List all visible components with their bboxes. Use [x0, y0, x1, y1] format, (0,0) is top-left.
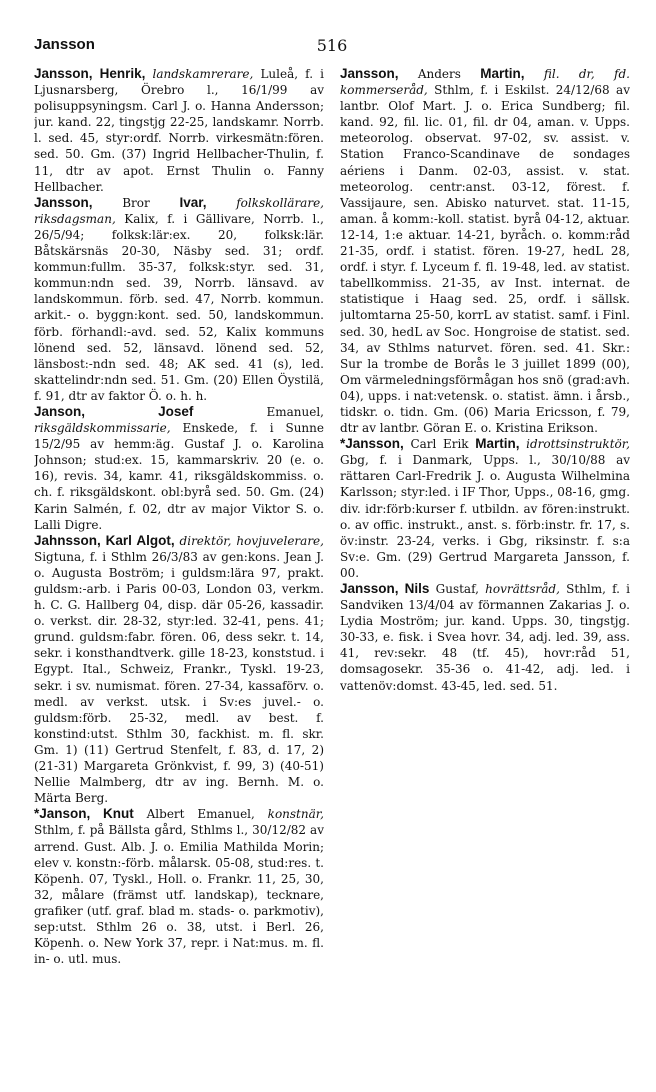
- entry-headword: Jansson,: [340, 66, 399, 81]
- page-number: 516: [316, 36, 348, 55]
- entry-ivar-jansson: [34, 195, 324, 404]
- running-head: Jansson: [34, 36, 95, 53]
- entry-star-marker: *: [34, 806, 40, 822]
- entry-text: Sigtuna, f. i Sthlm 26/3/83 av gen:kons. Jean J. o. Augusta Boström; i guldsm:lära 97, prakt. guldsm:-arb. i Paris 00-03, London 03, verkm. h. C. G. Hallberg 04, disp. där 05-26, kassadir. o. verkst. dir. 28-32, styr:led. 32-41, pens. 41; grund. guldsm:fabr. fören. 06, dess sekr. t. 14, sekr. i konsthandtverk. gille 18-23, konststud. i Egypt. Ital., Schweiz, Frankr., Tyskl. 19-23, sekr. i sv. numismat. fören. 27-34, kassaförv. o. medl. av verkst. utsk. i Sv:es juvel.- o. guldsm:förb. 25-32, medl. av best. f. konstind:utst. Sthlm 30, fackhist. m. fl. skr. Gm. 1) (11) Gertrud Stenfelt, f. 83, d. 17, 2) (21-31) Margareta Grönkvist, f. 99, 3) (40-51) Nellie Malmberg, dtr av ing. Bernh. M. o. Märta Berg.: [34, 549, 324, 806]
- entry-occupation: idrottsinstruktör,: [526, 437, 630, 452]
- entry-henrik-jansson: [34, 66, 324, 195]
- entry-given-names: Anders: [417, 67, 461, 81]
- entry-occupation: fil. dr, fd. kommerseråd,: [340, 67, 630, 98]
- entry-knut-janson: [34, 806, 324, 967]
- entry-karl-algot-jahnsson: [34, 533, 324, 807]
- entry-nils-jansson: [340, 581, 630, 694]
- page-header: [34, 36, 630, 58]
- entry-occupation: riksgäldskommissarie,: [34, 421, 171, 436]
- entry-text: Sthlm, f. i Sandviken 13/4/04 av förmannen Zakarias J. o. Lydia Moström; jur. kand. Upps. 30, tingstjg. 30-33, e. fisk. i Svea hovr. 34, adj. led. 39, ass. 41, rev:sekr. 48 (tf. 45), hovr:råd 51, domsagosekr. 35-36 o. 41-42, adj. led. i vattenöv:domst. 43-45, led. sed. 51.: [340, 582, 630, 693]
- entry-given-names: Albert Emanuel,: [146, 807, 255, 822]
- entry-headword: Jansson, Henrik,: [34, 66, 146, 81]
- entry-headword: Jansson,: [34, 194, 93, 210]
- entry-text: Kalix, f. i Gällivare, Norrb. l., 26/5/94; folksk:lär:ex. 20, folksk:lär. Båtskärsnäs 20-30, Näsby sed. 31; ordf. kommun:fullm. 35-37, folksk:styr. sed. 31, kommun:ndn sed. 39, Norrb. länsavd. av landskommun. förb. sed. 47, Norrb. kommun. arkit.- o. byggn:kont. sed. 50, landskommun. förb. förhandl:-avd. sed. 52, Kalix kommuns lönend sed. 52, länsavd. lönend sed. 52, länsbost:-ndn sed. 48; AK sed. 41 (s), led. skattelindr:ndn sed. 51. Gm. (20) Ellen Öystilä, f. 91, dtr av faktor Ö. o. h. h.: [34, 211, 324, 403]
- entry-text: Sthlm, f. på Bällsta gård, Sthlms l., 30/12/82 av arrend. Gust. Alb. J. o. Emilia Mathilda Morin; elev v. konstn:-förb. målarsk. 05-08, stud:res. t. Köpenh. 07, Tyskl., Holl. o. Frankr. 11, 25, 30, 32, målare (främst utf. landskap), tecknare, grafiker (utf. graf. blad m. stads- o. parkmotiv), sep:utst. Sthlm 26 o. 38, utst. i Berl. 26, Köpenh. o. New York 37, repr. i Nat:mus. m. fl. in- o. utl. mus.: [34, 823, 324, 967]
- entry-headword: Jansson,: [345, 436, 404, 452]
- entry-martin-jansson: [340, 66, 630, 436]
- entry-given-names: Carl Erik: [410, 437, 469, 452]
- entry-given-names: Emanuel,: [266, 404, 324, 419]
- entry-occupation: landskamrerare,: [152, 67, 254, 81]
- entry-headword-callname: Ivar,: [179, 194, 207, 210]
- entry-text: Gbg, f. i Danmark, Upps. l., 30/10/88 av rättaren Carl-Fredrik J. o. Augusta Wilhelmina Karlsson; styr:led. i IF Thor, Upps., 08-16, gmg. div. idr:förb:kurser f. utbildn. av fören:instrukt. o. av offic. instrukt., anst. s. förb:instr. fr. 17, s. öv:instr. 23-24, verks. i Gbg, riksinstr. f. s:a Sv:e. Gm. (29) Gertrud Margareta Jansson, f. 00.: [340, 453, 630, 580]
- entry-headword: Jahnsson, Karl Algot,: [34, 532, 175, 548]
- entry-headword-callname: Martin,: [475, 436, 520, 452]
- entry-occupation: konstnär,: [267, 807, 324, 822]
- entry-headword: Jansson, Nils: [340, 581, 430, 596]
- entry-headword-callname: Martin,: [480, 66, 525, 81]
- entry-star-marker: *: [340, 436, 346, 452]
- entry-given-names: Gustaf,: [435, 582, 479, 596]
- entry-headword: Janson, Josef: [34, 403, 194, 419]
- right-column: [340, 66, 630, 1076]
- entry-josef-janson: [34, 404, 324, 533]
- entry-text: Enskede, f. i Sunne 15/2/95 av hemm:äg. Gustaf J. o. Karolina Johnson; stud:ex. 15, kammarskriv. 20 (e. o. 16), revis. 34, kamr. 41, riksgäldskommiss. o. ch. f. riksgäldskont. obl:byrå sed. 50. Gm. (24) Karin Salmén, f. 02, dtr av major Viktor S. o. Lalli Digre.: [34, 421, 324, 532]
- entry-occupation: direktör, hovjuvelerare,: [179, 533, 324, 548]
- entry-text: Sthlm, f. i Eskilst. 24/12/68 av lantbr. Olof Mart. J. o. Erica Sundberg; fil. kand. 92, fil. lic. 01, fil. dr 04, aman. v. Upps. meteorolog. observat. 97-02, sv. assist. v. Station Franco-Scandinave de sondages aériens i Danm. 02-03, assist. v. stat. meteorolog. centr:anst. 03-12, förest. f. Vassijaure, sen. Abisko naturvet. stat. 11-15, aman. å komm:-koll. statist. byrå 04-12, aktuar. 12-14, 1:e aktuar. 14-21, byråch. o. komm:råd 21-35, ordf. i statist. fören. 19-27, hedL 28, ordf. i styr. f. Lyceum f. fl. 19-48, led. av statist. tabellkommiss. 21-35, av Inst. internat. de statistique i Haag sed. 25, ordf. i sällsk. jultomtarna 25-50, korrL av statist. samf. i Finl. sed. 30, hedL av Soc. Hongroise de statist. sed. 34, av Sthlms naturvet. fören. sed. 41. Skr.: Sur la trombe de Borås le 3 juillet 1899 (00), Om värmeledningsförmågan hos snö (grad:avh. 04), upps. i nat:vetensk. o. statist. ämn. i årsb., tidskr. o. tidn. Gm. (06) Maria Ericsson, f. 79, dtr av lantbr. Göran E. o. Kristina Erikson.: [340, 83, 630, 436]
- page-body: [34, 66, 630, 1076]
- entry-headword: Janson, Knut: [39, 806, 134, 822]
- entry-occupation: folkskollärare, riksdagsman,: [34, 195, 324, 226]
- entry-text: Luleå, f. i Ljusnarsberg, Örebro l., 16/1/99 av polisuppsyningsm. Carl J. o. Hanna Andersson; jur. kand. 22, tingstjg 22-25, landskamr. Norrb. l. sed. 45, styr:ordf. Norrb. virkesmätn:fören. sed. 50. Gm. (37) Ingrid Hellbacher-Thulin, f. 11, dtr av apot. Ernst Thulin o. Fanny Hellbacher.: [34, 67, 324, 194]
- entry-carl-erik-martin-jansson: [340, 436, 630, 581]
- left-column: [34, 66, 324, 1076]
- entry-given-names: Bror: [122, 195, 150, 210]
- entry-occupation: hovrättsråd,: [485, 582, 560, 596]
